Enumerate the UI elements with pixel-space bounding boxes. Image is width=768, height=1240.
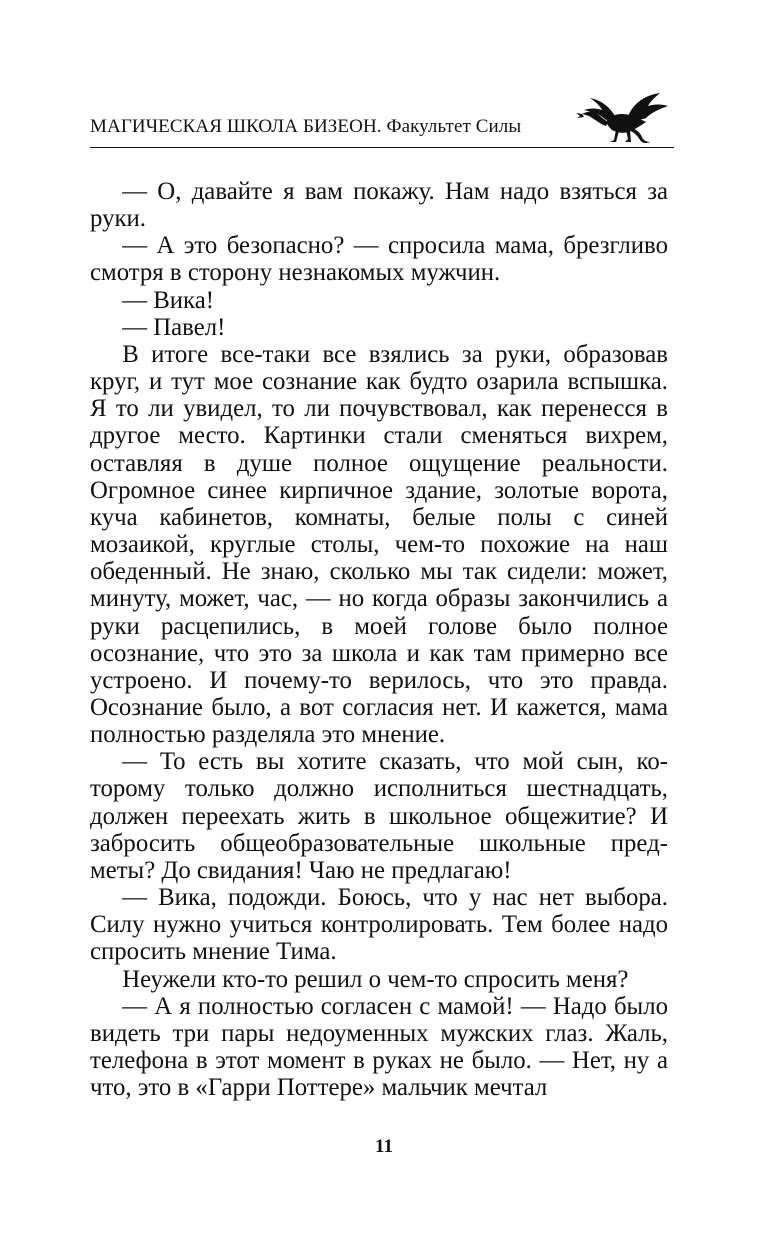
paragraph: — То есть вы хотите сказать, что мой сын, которому только должно исполниться шестнадцать, должен переехать жить в школьное общежитие? И забросить общеобразовательные школьные предметы? До свидания! Чаю не предлагаю!: [90, 748, 668, 884]
paragraph: Неужели кто-то решил о чем-то спросить меня?: [122, 965, 629, 993]
running-title: МАГИЧЕСКАЯ ШКОЛА БИЗЕОН. Факультет Силы: [90, 116, 522, 137]
paragraph: — А я полностью согласен с мамой! — Надо было видеть три пары недоуменных мужских глаз. Жаль, телефона в этот момент в руках не было. — Нет, ну а что, это в «Гарри Поттере» мальчик мечтал: [90, 992, 668, 1102]
page-number: 11: [375, 1136, 393, 1157]
paragraph: — О, давайте я вам покажу. Нам надо взяться за руки.: [90, 178, 668, 233]
paragraph: В итоге все-таки все взялись за руки, образовав круг, и тут мое сознание как будто озарила вспышка. Я то ли увидел, то ли почувствовал, как перенесся в другое место. Картинки стали сменяться вихрем, оставляя в душе полное ощущение реальности. Огромное синее кирпичное здание, золотые ворота, куча кабинетов, комнаты, белые полы с синей мозаикой, круглые столы, чем-то похожие на наш обеденный. Не знаю, сколько мы так сидели: может, минуту, может, час, — но когда образы закончились а руки расцепились, в моей голове было полное осознание, что это за школа и как там примерно все устроено. И почему-то верилось, что это правда. Осознание было, а вот согласия нет. И кажется, мама полностью разделяла это мнение.: [90, 340, 668, 749]
dragon-icon: [576, 92, 674, 146]
running-header: [90, 92, 674, 148]
header-divider: [90, 147, 674, 148]
page-body: [90, 178, 668, 1101]
paragraph: — Вика!: [122, 286, 214, 314]
paragraph: — Вика, подожди. Боюсь, что у нас нет выбора. Силу нужно учиться контролировать. Тем более надо спросить мнение Тима.: [90, 884, 668, 966]
paragraph: — А это безопасно? — спросила мама, брезгливо смотря в сторону незнакомых мужчин.: [90, 232, 668, 287]
paragraph: — Павел!: [122, 313, 226, 341]
